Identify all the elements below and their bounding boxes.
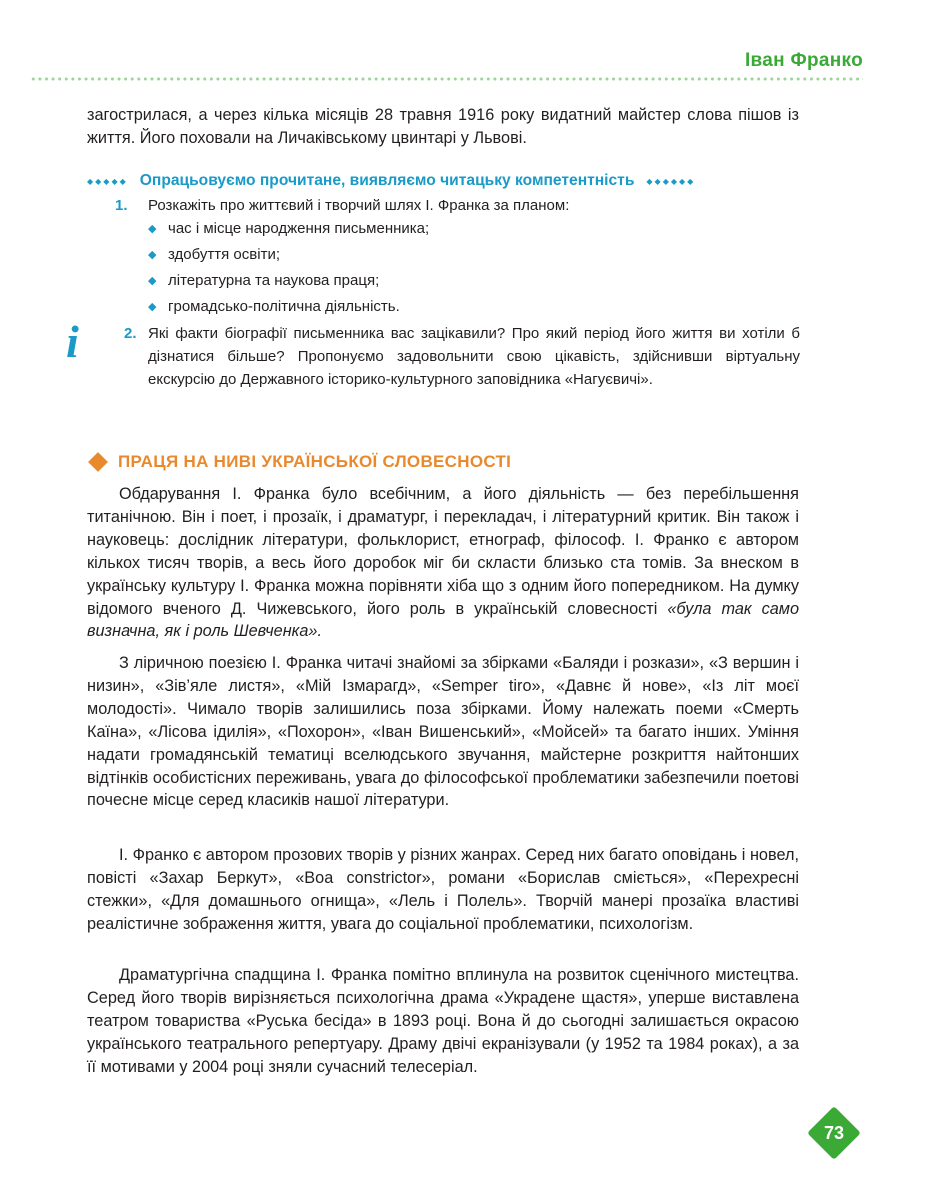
paragraph-1-quote: «була так само визначна, як і роль Шевченка». bbox=[87, 599, 799, 641]
running-head: Іван Франко bbox=[744, 50, 863, 71]
paragraph-1-text: Обдарування І. Франка було всебічним, а його діяльність — без перебільшення титанічною. Він і поет, і прозаїк, і драматург, і перекладач, і літературний критик. Він також і науковець: дослідник літератури, фольклорист, етнограф, філософ. І. Франко є автором кількох тисяч творів, а весь його доробок міг би скласти близько ста томів. За внеском в українську культуру І. Франка можна порівняти хіба що з одним його попередником. На думку відомого вченого Д. Чижевського, його роль в українській словесності bbox=[87, 485, 799, 618]
info-icon: i bbox=[66, 316, 79, 367]
task-1-bullet-4 bbox=[148, 298, 400, 315]
bullet-text: громадсько-політична діяльність. bbox=[168, 298, 400, 315]
bullet-diamond-icon: ◆ bbox=[148, 223, 157, 235]
task-1-bullet-2 bbox=[148, 246, 280, 263]
task-1-number: 1. bbox=[115, 197, 128, 214]
page-number: 73 bbox=[823, 1123, 845, 1143]
bullet-text: час і місце народження письменника; bbox=[168, 220, 430, 237]
bullet-diamond-icon: ◆ bbox=[148, 301, 157, 313]
bullet-text: здобуття освіти; bbox=[168, 246, 280, 263]
intro-paragraph: загострилася, а через кілька місяців 28 травня 1916 року видатний майстер слова пішов із життя. Його поховали на Личаківському цвинтарі у Львові. bbox=[87, 106, 799, 147]
bullet-diamond-icon: ◆ bbox=[148, 249, 157, 261]
diamond-ornament-left: ◆◆◆◆◆ bbox=[87, 176, 128, 186]
section-diamond-icon bbox=[88, 452, 108, 472]
page-number-badge bbox=[806, 1105, 862, 1161]
section-title: ПРАЦЯ НА НИВІ УКРАЇНСЬКОЇ СЛОВЕСНОСТІ bbox=[118, 452, 512, 471]
section-paragraph-3: І. Франко є автором прозових творів у різних жанрах. Серед них багато оповідань і новел, повісті «Захар Беркут», «Boa constrictor», романи «Борислав сміється», «Перехресні стежки», «Для домашнього огнища», «Лель і Полель». Творчій манері прозаїка властиві реалістичне зображення життя, увага до соціальної проблематики, психологізм. bbox=[87, 846, 799, 933]
task-2-text: Які факти біографії письменника вас зацікавили? Про який період його життя ви хотіли б дізнатися більше? Пропонуємо задовольнити свою цікавість, здійснивши віртуальну екскурсію до Державного історико-культурного заповідника «Нагуєвичі». bbox=[148, 325, 800, 388]
task-1-bullet-3 bbox=[148, 272, 379, 289]
task-1-text: Розкажіть про життєвий і творчий шлях І. Франка за планом: bbox=[148, 197, 570, 214]
dotted-divider bbox=[30, 76, 863, 82]
bullet-diamond-icon: ◆ bbox=[148, 275, 157, 287]
section-paragraph-1 bbox=[87, 483, 799, 643]
section-paragraph-2: З ліричною поезією І. Франка читачі знайомі за збірками «Баляди і розкази», «З вершин і низин», «Зів’яле листя», «Мій Ізмарагд», «Semper tiro», «Давнє й нове», «Із літ моєї молодості». Чимало творів залишились поза збірками. Йому належать поеми «Смерть Каїна», «Лісова ідилія», «Похорон», «Іван Вишенський», «Мойсей» та багато інших. Уміння надати громадянській тематиці вселюдського звучання, майстерне розкриття найтонших відтінків особистісних переживань, увага до філософської проблематики забезпечили поетові почесне місце серед класиків нашої літератури. bbox=[87, 654, 799, 810]
section-paragraph-4: Драматургічна спадщина І. Франка помітно вплинула на розвиток сценічного мистецтва. Серед його творів вирізняється психологічна драма «Украдене щастя», уперше виставлена театром товариства «Руська бесіда» в 1893 році. Вона й до сьогодні залишається окрасою українського театрального репертуару. Драму двічі екранізували (у 1952 та 1984 роках), а за її мотивами у 2004 році зняли сучасний телесеріал. bbox=[87, 966, 799, 1076]
tasks-heading-label: Опрацьовуємо прочитане, виявляємо читацьку компетентність bbox=[139, 172, 635, 189]
task-2-number: 2. bbox=[124, 325, 137, 342]
task-1-bullet-1 bbox=[148, 220, 429, 237]
tasks-heading bbox=[87, 171, 799, 191]
bullet-text: літературна та наукова праця; bbox=[168, 272, 380, 289]
section-heading bbox=[87, 452, 511, 472]
diamond-ornament-right: ◆◆◆◆◆◆ bbox=[646, 176, 696, 186]
